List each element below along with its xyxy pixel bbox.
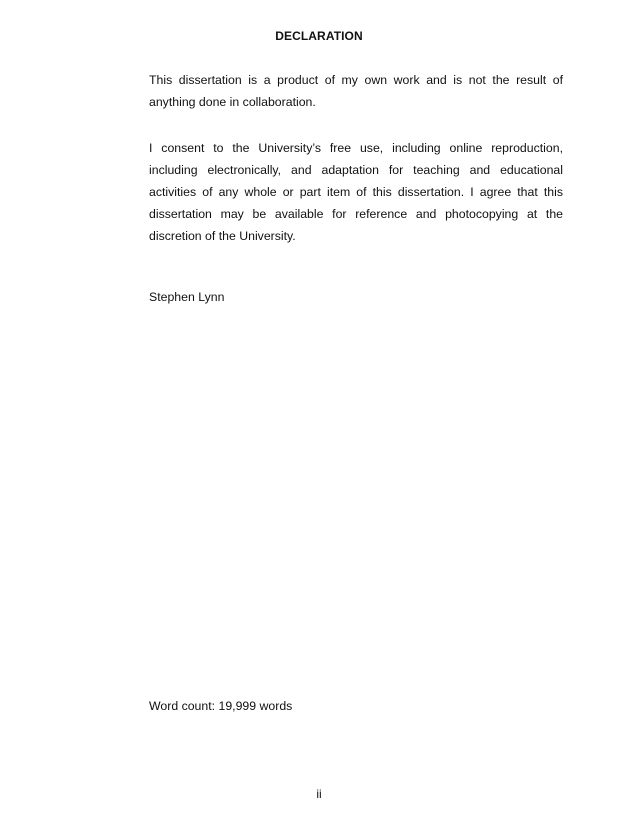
signature-name: Stephen Lynn (149, 290, 225, 304)
page-title: DECLARATION (275, 29, 363, 43)
declaration-paragraph-consent: I consent to the University’s free use, including online reproduction, including electronically, and adaptation for teaching and educational activities of any whole or part item of this dissertation. I agree that this dissertation may be available for reference and photocopying at the discretion of the University. (149, 141, 563, 243)
word-count: Word count: 19,999 words (149, 699, 293, 713)
page-number: ii (316, 787, 322, 801)
declaration-paragraph-originality: This dissertation is a product of my own work and is not the result of anything done in collaboration. (149, 73, 563, 109)
